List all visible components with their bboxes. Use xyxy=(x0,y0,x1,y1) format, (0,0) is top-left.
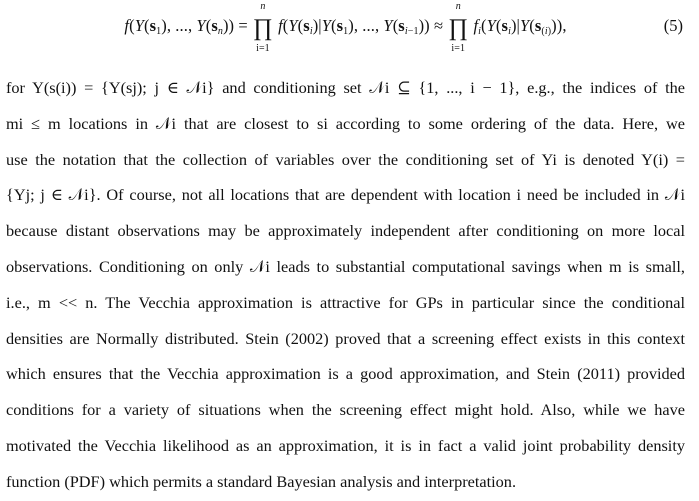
text-line: densities are Normally distributed. Stein (2002) proved that a screening effect exists in this context xyxy=(6,328,685,348)
equation-block xyxy=(6,0,685,66)
text-line: use the notation that the collection of variables over the conditioning set of Yi is denoted Y(i) = xyxy=(6,149,685,169)
text-line: i.e., m << n. The Vecchia approximation is attractive for GPs in particular since the conditional xyxy=(6,292,685,312)
equation-number: (5) xyxy=(663,16,683,35)
text-line: which ensures that the Vecchia approximation is a good approximation, and Stein (2011) provided xyxy=(6,364,685,384)
text-line: for Y(s(i)) = {Y(sj); j ∈ 𝒩i} and conditioning set 𝒩i ⊆ {1, ..., i − 1}, e.g., the indices of the xyxy=(6,78,685,97)
equation-5: $f(Y(s_1)$, ..., $Y(s_n)$) = ∏ n i=1 $f(Y(s_i)|Y(s_1)$, ..., $Y(s_{i-1})$) ≈ ∏ n i=1 $f_i(Y(s_i)|Y(s_{(i)}))$, xyxy=(124,1,567,54)
paragraph xyxy=(6,70,685,500)
text-line: {Yj; j ∈ 𝒩i}. Of course, not all locations that are dependent with location i need be included in 𝒩i xyxy=(6,185,685,205)
text-line: observations. Conditioning on only 𝒩i leads to substantial computational savings when m is small, xyxy=(6,256,685,276)
text-line: conditions for a variety of situations when the screening effect might hold. Also, while we have xyxy=(6,400,685,420)
text-line: because distant observations may be approximately independent after conditioning on more local xyxy=(6,221,685,241)
text-line: mi ≤ m locations in 𝒩i that are closest to si according to some ordering of the data. Here, we xyxy=(6,113,685,133)
text-line: motivated the Vecchia likelihood as an approximation, it is in fact a valid joint probability density xyxy=(6,435,685,455)
product-symbol-2: ∏ n i=1 xyxy=(448,1,469,54)
product-symbol: ∏ n i=1 xyxy=(253,1,273,54)
text-line: function (PDF) which permits a standard Bayesian analysis and interpretation. xyxy=(6,471,517,491)
